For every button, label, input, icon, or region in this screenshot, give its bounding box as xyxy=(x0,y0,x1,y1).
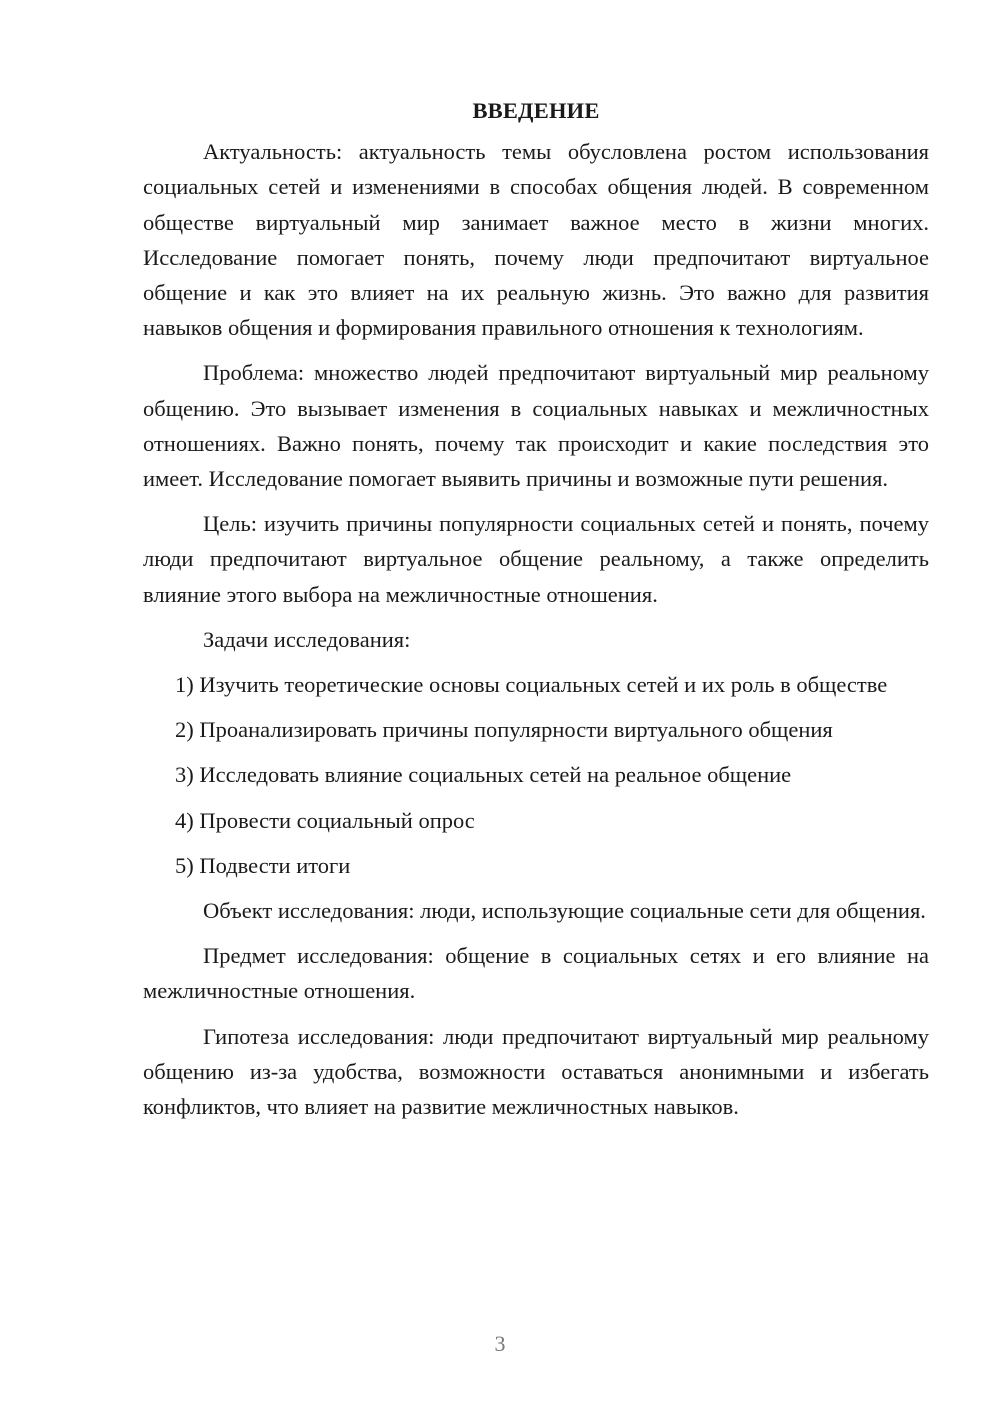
hypothesis-paragraph: Гипотеза исследования: люди предпочитают виртуальный мир реальному общению из-за удобства, возможности оставаться анонимными и избегать конфликтов, что влияет на развитие межличностных навыков. xyxy=(143,1023,929,1120)
task-item-5: 5) Подвести итоги xyxy=(175,852,351,878)
relevance-paragraph: Актуальность: актуальность темы обусловлена ростом использования социальных сетей и изменениями в способах общения людей. В современном обществе виртуальный мир занимает важное место в жизни многих. Исследование помогает понять, почему люди предпочитают виртуальное общение и как это влияет на их реальную жизнь. Это важно для развития навыков общения и формирования правильного отношения к технологиям. xyxy=(143,139,929,341)
object-paragraph: Объект исследования: люди, использующие социальные сети для общения. xyxy=(203,898,926,924)
tasks-heading: Задачи исследования: xyxy=(203,626,411,652)
task-item-1: 1) Изучить теоретические основы социальных сетей и их роль в обществе xyxy=(175,672,888,698)
page-number: 3 xyxy=(494,1331,506,1356)
task-item-3: 3) Исследовать влияние социальных сетей на реальное общение xyxy=(175,762,792,788)
subject-paragraph: Предмет исследования: общение в социальных сетях и его влияние на межличностные отношения. xyxy=(143,943,929,1004)
document-page xyxy=(143,93,929,1124)
problem-paragraph: Проблема: множество людей предпочитают виртуальный мир реальному общению. Это вызывает изменения в социальных навыках и межличностных отношениях. Важно понять, почему так происходит и какие последствия это имеет. Исследование помогает выявить причины и возможные пути решения. xyxy=(143,360,929,492)
task-item-4: 4) Провести социальный опрос xyxy=(175,807,475,833)
goal-paragraph: Цель: изучить причины популярности социальных сетей и понять, почему люди предпочитают виртуальное общение реальному, а также определить влияние этого выбора на межличностные отношения. xyxy=(143,511,929,607)
section-title: ВВЕДЕНИЕ xyxy=(472,98,600,123)
task-item-2: 2) Проанализировать причины популярности виртуального общения xyxy=(175,717,833,743)
